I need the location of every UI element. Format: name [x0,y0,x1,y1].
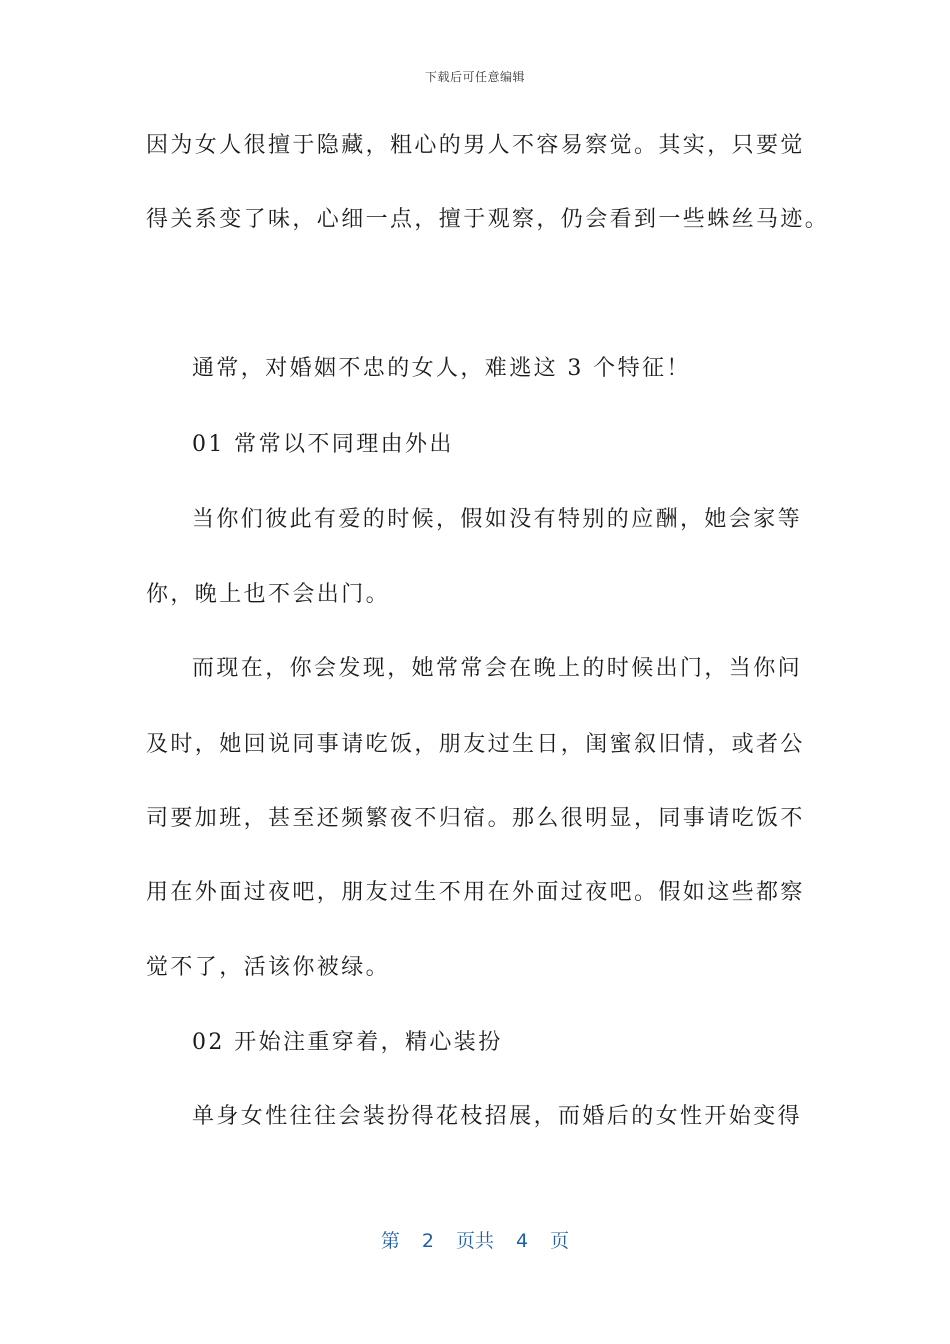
body-line: 得关系变了味，心细一点，擅于观察，仍会看到一些蛛丝马迹。 [146,207,830,232]
section-heading: 02 开始注重穿着，精心装扮 [192,1030,503,1055]
page-current: 2 [421,1230,434,1252]
body-line: 因为女人很擅于隐藏，粗心的男人不容易察觉。其实，只要觉 [146,133,805,158]
page-footer [0,1226,950,1253]
body-line: 通常，对婚姻不忠的女人，难逃这 3 个特征！ [192,356,691,381]
page-total: 4 [516,1230,529,1252]
body-line: 当你们彼此有爱的时候，假如没有特别的应酬，她会家等 [192,507,803,532]
body-line: 及时，她回说同事请吃饭，朋友过生日，闺蜜叙旧情，或者公 [146,732,805,757]
body-line: 你，晚上也不会出门。 [146,582,391,607]
body-line: 用在外面过夜吧，朋友过生不用在外面过夜吧。假如这些都察 [146,880,805,905]
body-line: 司要加班，甚至还频繁夜不归宿。那么很明显，同事请吃饭不 [146,806,805,831]
body-line: 单身女性往往会装扮得花枝招展，而婚后的女性开始变得 [192,1104,803,1129]
section-heading: 01 常常以不同理由外出 [192,432,454,457]
page-label-suffix: 页 [550,1230,570,1252]
body-line: 觉不了，活该你被绿。 [146,955,391,980]
body-line: 而现在，你会发现，她常常会在晚上的时候出门，当你问 [192,656,803,681]
page-label-mid: 页共 [455,1230,494,1252]
header-note: 下载后可任意编辑 [424,70,525,84]
page-label-prefix: 第 [380,1230,400,1252]
